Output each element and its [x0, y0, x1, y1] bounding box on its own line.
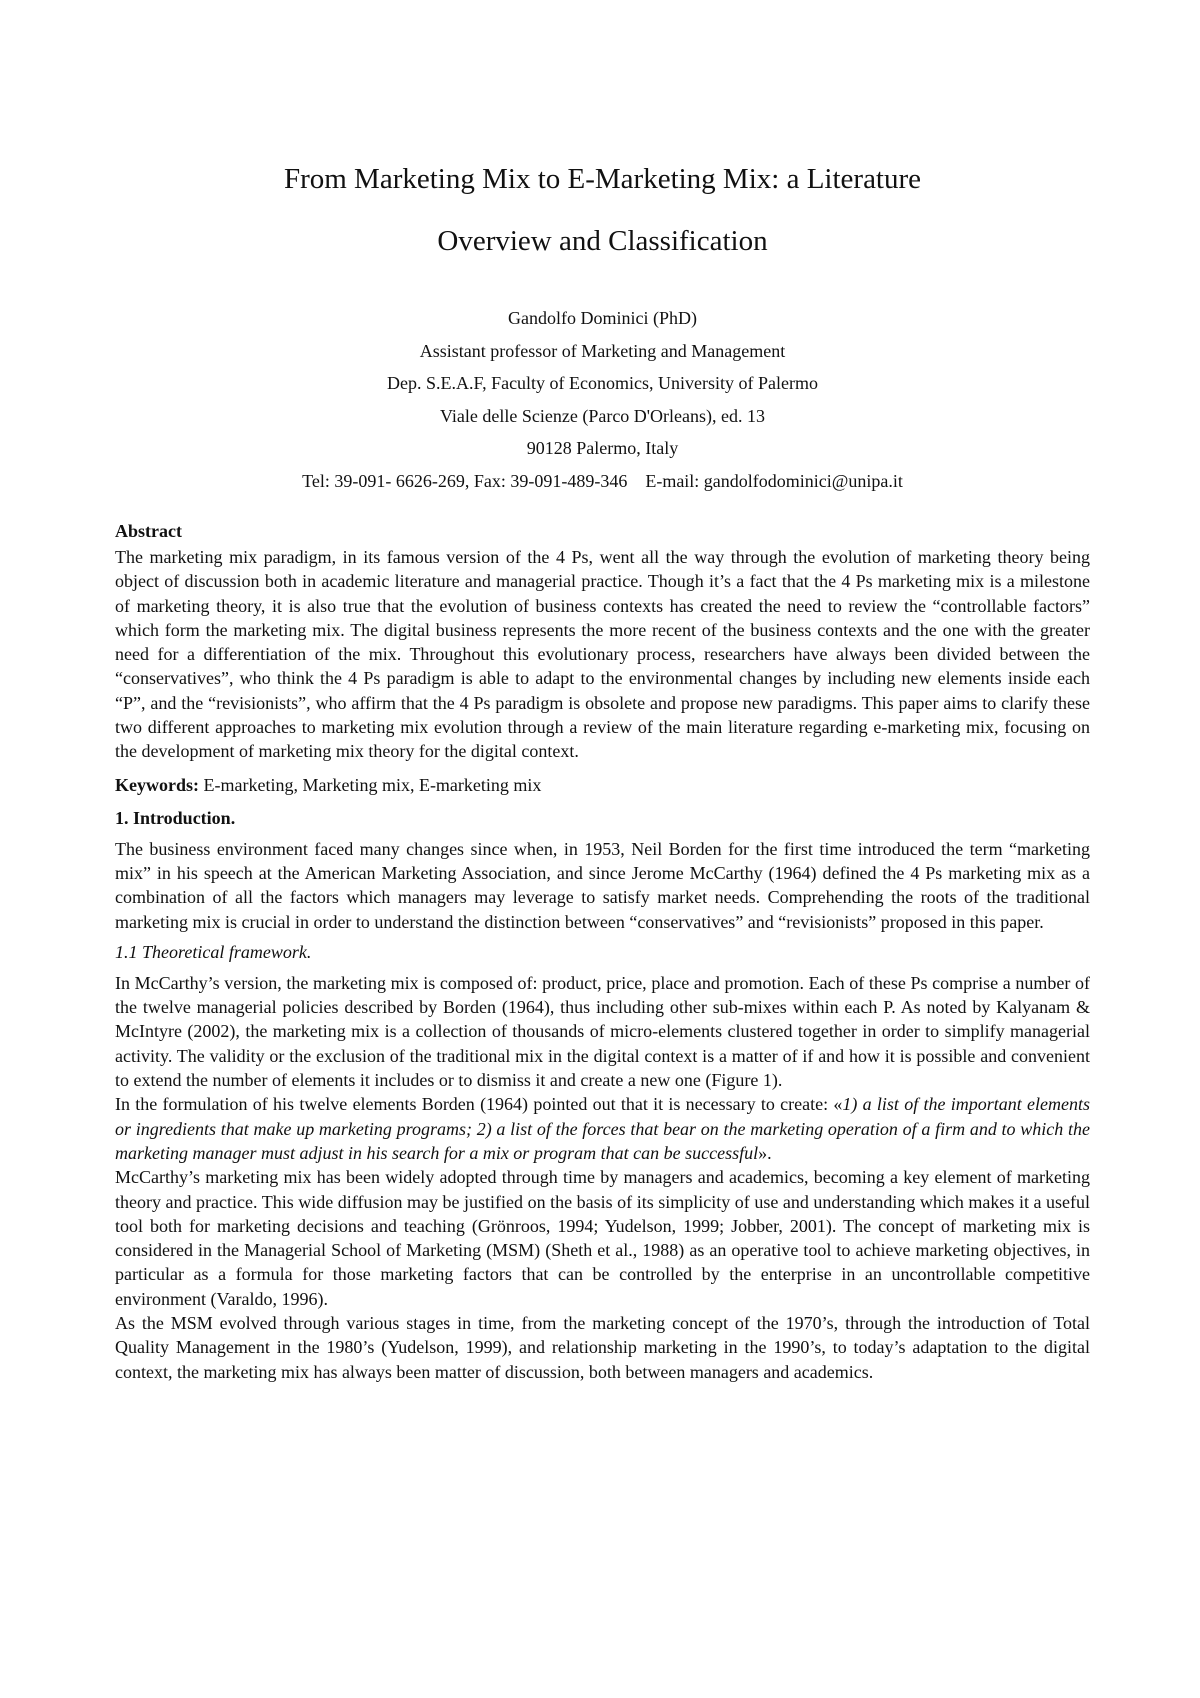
intro-paragraph-3	[115, 1092, 1090, 1165]
author-contact	[115, 465, 1090, 498]
borden-quote: 1) a list of the important elements or ingredients that make up marketing programs; 2) a list of the forces that bear on the marketing operation of a firm and to which the marketing manager must adjust in his search for a mix or program that can be successful	[115, 1094, 1090, 1163]
author-position: Assistant professor of Marketing and Management	[419, 340, 786, 361]
paper-page	[115, 148, 1090, 1384]
paragraph-3-end: ».	[758, 1142, 772, 1163]
abstract-text: The marketing mix paradigm, in its famous version of the 4 Ps, went all the way through the evolution of marketing theory being object of discussion both in academic literature and managerial practice. Though it’s a fact that the 4 Ps marketing mix is a milestone of marketing theory, it is also true that the evolution of business contexts has created the need to review the “controllable factors” which form the marketing mix. The digital business represents the more recent of the business contexts and the one with the greater need for a differentiation of the mix. Throughout this evolutionary process, researchers have always been divided between the “conservatives”, who think the 4 Ps paradigm is able to adapt to the environmental changes by including new elements inside each “P”, and the “revisionists”, who affirm that the 4 Ps paradigm is obsolete and propose new paradigms. This paper aims to clarify these two different approaches to marketing mix evolution through a review of the main literature regarding e-marketing mix, focusing on the development of marketing mix theory for the digital context.	[115, 547, 1090, 762]
author-phone-fax: Tel: 39-091- 6626-269, Fax: 39-091-489-346	[302, 470, 628, 491]
keywords-line	[115, 773, 1090, 797]
intro-paragraph-5: As the MSM evolved through various stages in time, from the marketing concept of the 1970’s, through the introduction of Total Quality Management in the 1980’s (Yudelson, 1999), and relationship marketing in the 1990’s, to today’s adaptation to the digital context, the marketing mix has always been matter of discussion, both between managers and academics.	[115, 1313, 1090, 1382]
keywords-label: Keywords:	[115, 774, 199, 795]
paper-title	[115, 148, 1090, 272]
title-line-2: Overview and Classification	[437, 225, 768, 257]
abstract-heading: Abstract	[115, 521, 182, 541]
intro-paragraph-2: In McCarthy’s version, the marketing mix is composed of: product, price, place and promotion. Each of these Ps comprise a number of the twelve managerial policies described by Borden (1964), thus including other sub-mixes within each P. As noted by Kalyanam & McIntyre (2002), the marketing mix is a collection of thousands of micro-elements clustered together in order to simplify managerial activity. The validity or the exclusion of the traditional mix in the digital context is a matter of if and how it is possible and convenient to extend the number of elements it includes or to dismiss it and create a new one (Figure 1).	[115, 972, 1090, 1091]
introduction-heading: 1. Introduction.	[115, 807, 236, 828]
author-block	[115, 302, 1090, 497]
subsection-heading: 1.1 Theoretical framework.	[115, 941, 312, 962]
author-department: Dep. S.E.A.F, Faculty of Economics, University of Palermo	[387, 373, 818, 393]
paragraph-3-lead: In the formulation of his twelve elements Borden (1964) pointed out that it is necessary to create: «	[115, 1094, 843, 1115]
author-city: 90128 Palermo, Italy	[526, 438, 679, 458]
intro-paragraph-1: The business environment faced many changes since when, in 1953, Neil Borden for the first time introduced the term “marketing mix” in his speech at the American Marketing Association, and since Jerome McCarthy (1964) defined the 4 Ps marketing mix as a combination of all the factors which managers may leverage to satisfy market needs. Comprehending the roots of the traditional marketing mix is crucial in order to understand the distinction between “conservatives” and “revisionists” proposed in this paper.	[115, 838, 1090, 932]
intro-paragraph-4: McCarthy’s marketing mix has been widely adopted through time by managers and academics, becoming a key element of marketing theory and practice. This wide diffusion may be justified on the basis of its simplicity of use and understanding which makes it a useful tool both for marketing decisions and teaching (Grönroos, 1994; Yudelson, 1999; Jobber, 2001). The concept of marketing mix is considered in the Managerial School of Marketing (MSM) (Sheth et al., 1988) as an operative tool to achieve marketing objectives, in particular as a formula for those marketing factors that can be controlled by the enterprise in an uncontrollable competitive environment (Varaldo, 1996).	[115, 1167, 1090, 1309]
author-email: E-mail: gandolfodominici@unipa.it	[645, 470, 903, 491]
keywords-text: E-marketing, Marketing mix, E-marketing mix	[199, 774, 542, 795]
title-line-1: From Marketing Mix to E-Marketing Mix: a Literature	[283, 163, 922, 195]
author-name: Gandolfo Dominici (PhD)	[508, 308, 697, 328]
author-address: Viale delle Scienze (Parco D'Orleans), ed. 13	[439, 405, 766, 426]
